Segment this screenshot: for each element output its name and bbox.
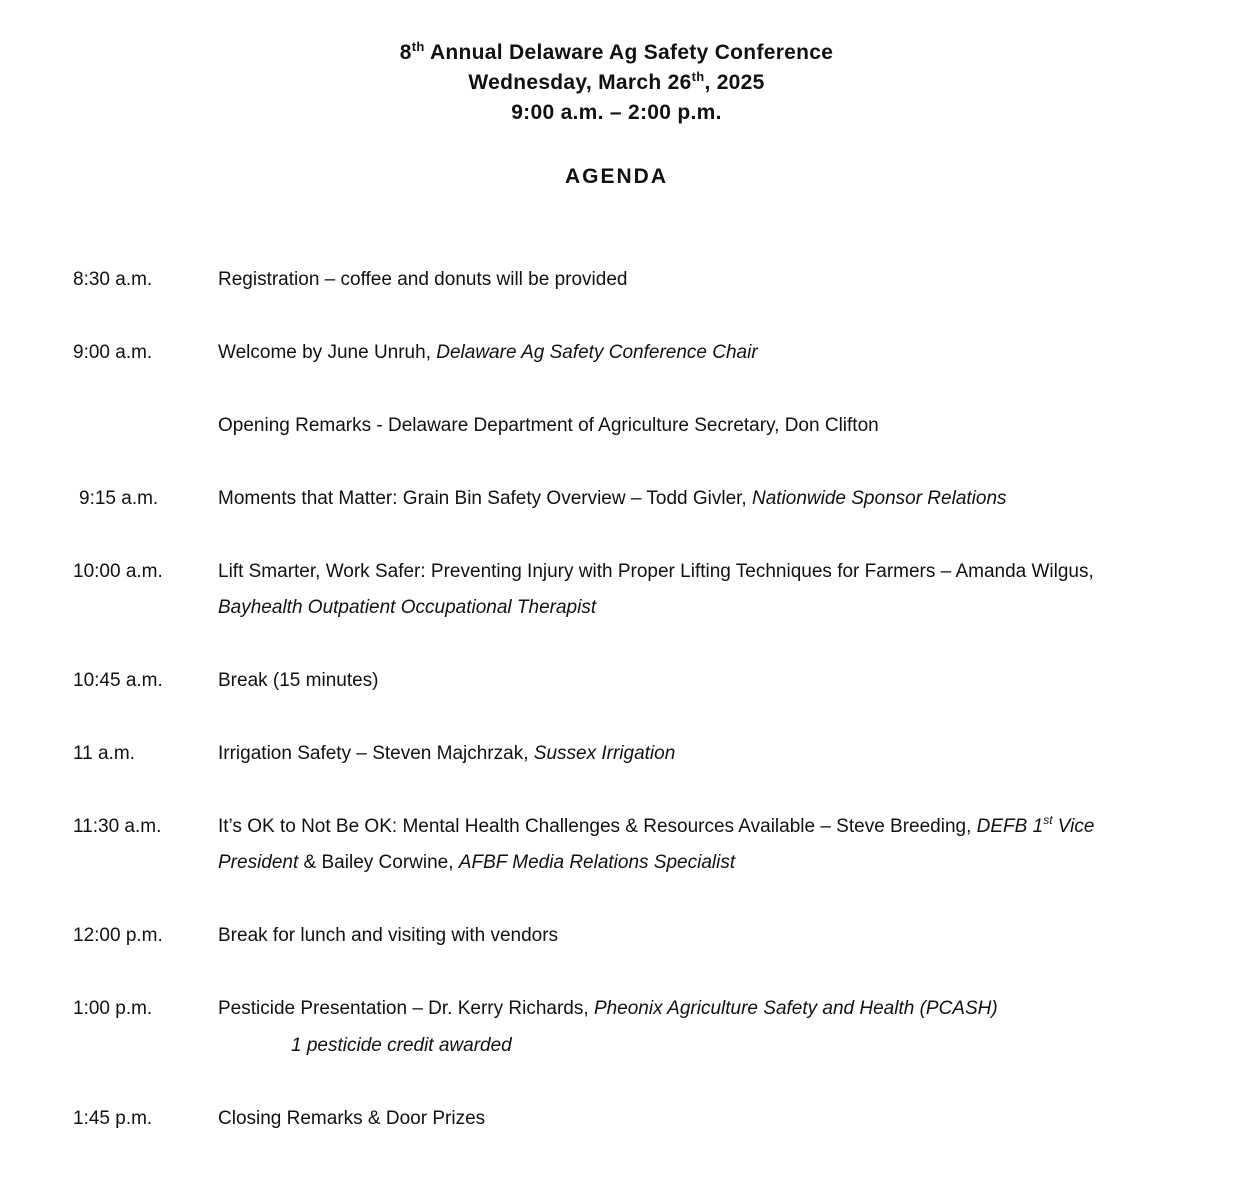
agenda-heading: AGENDA (564, 165, 668, 188)
agenda-description: Opening Remarks - Delaware Department of Agriculture Secretary, Don Clifton (218, 415, 879, 436)
agenda-description: It’s OK to Not Be OK: Mental Health Challenges & Resources Available – Steve Breeding, DEFB 1st Vice President & Bailey Corwine, AFBF Media Relations Specialist (218, 813, 1095, 873)
agenda-time: 11:30 a.m. (73, 816, 162, 837)
agenda-description: Closing Remarks & Door Prizes (218, 1108, 486, 1129)
conference-hours: 9:00 a.m. – 2:00 p.m. (511, 101, 722, 124)
agenda-description: Irrigation Safety – Steven Majchrzak, Sussex Irrigation (218, 743, 676, 764)
agenda-time: 11 a.m. (73, 743, 135, 764)
agenda-description: Pesticide Presentation – Dr. Kerry Richards, Pheonix Agriculture Safety and Health (PCASH) (218, 998, 998, 1019)
agenda-description: Moments that Matter: Grain Bin Safety Overview – Todd Givler, Nationwide Sponsor Relations (218, 488, 1007, 509)
conference-date: Wednesday, March 26th, 2025 (468, 69, 765, 94)
agenda-time: 10:00 a.m. (73, 561, 163, 582)
agenda-description: Lift Smarter, Work Safer: Preventing Injury with Proper Lifting Techniques for Farmers – Amanda Wilgus, Bayhealth Outpatient Occupational Therapist (218, 561, 1094, 618)
agenda-description: Break (15 minutes) (218, 670, 379, 691)
pesticide-credit-note: 1 pesticide credit awarded (291, 1035, 512, 1056)
agenda-time: 10:45 a.m. (73, 670, 163, 691)
agenda-time: 9:15 a.m. (79, 488, 159, 509)
agenda-description: Break for lunch and visiting with vendors (218, 925, 559, 946)
conference-name: 8th Annual Delaware Ag Safety Conference (399, 39, 834, 64)
conference-header (0, 38, 1233, 128)
agenda-time: 12:00 p.m. (73, 925, 163, 946)
agenda-time: 1:45 p.m. (73, 1108, 153, 1129)
agenda-time: 1:00 p.m. (73, 998, 153, 1019)
agenda-time: 8:30 a.m. (73, 269, 153, 290)
agenda-time: 9:00 a.m. (73, 342, 153, 363)
agenda-description: Registration – coffee and donuts will be provided (218, 269, 628, 290)
agenda-description: Welcome by June Unruh, Delaware Ag Safety Conference Chair (218, 342, 758, 363)
